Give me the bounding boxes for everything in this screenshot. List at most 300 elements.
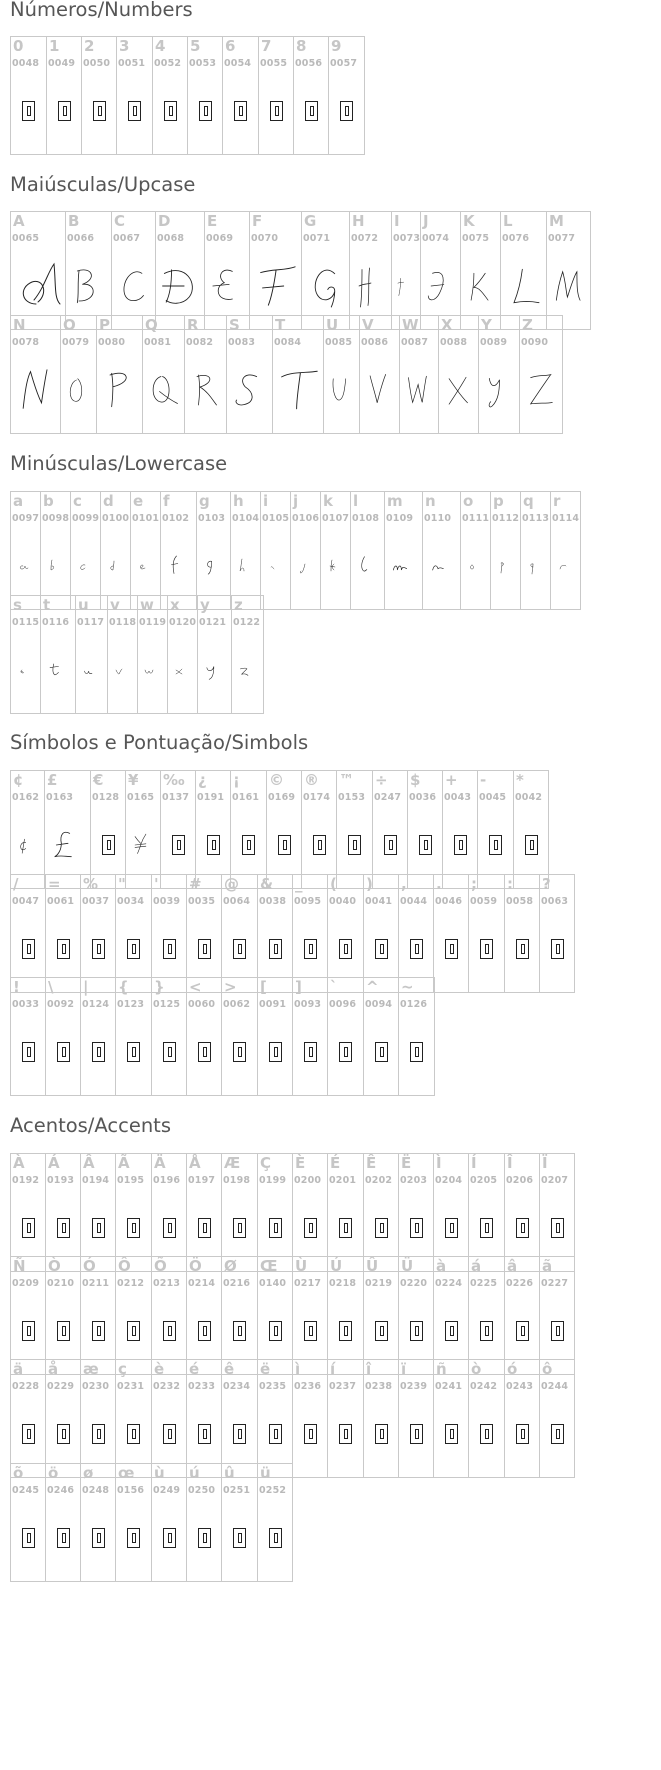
- glyph-code-label: 0042: [515, 792, 543, 803]
- glyph-preview: [399, 1030, 434, 1074]
- glyph-preview: [364, 1030, 398, 1074]
- glyph-code-label: 0210: [47, 1278, 75, 1289]
- glyph-cell-u0041: [364, 875, 399, 992]
- glyph-code-label: 0097: [12, 513, 40, 524]
- glyph-code-label: 0054: [224, 58, 252, 69]
- glyph-preview: [187, 927, 221, 971]
- glyph-code-label: 0094: [365, 999, 393, 1010]
- glyph-code-label: 0244: [541, 1381, 569, 1392]
- glyph-preview: [222, 927, 257, 971]
- script-glyph-icon: [14, 538, 38, 594]
- glyph-cell-u0201: [328, 1154, 364, 1271]
- glyph-cell-r: [551, 492, 581, 609]
- glyph-cell-k-upper: [461, 212, 501, 329]
- glyph-code-label: 0236: [294, 1381, 322, 1392]
- glyph-cell-u0237: [328, 1360, 364, 1477]
- script-glyph-icon: [111, 642, 135, 698]
- glyph-preview: [520, 368, 562, 412]
- glyph-char-label: %: [83, 875, 99, 893]
- glyph-cell-u0225: [469, 1257, 505, 1374]
- glyph-code-label: 0220: [400, 1278, 428, 1289]
- glyph-preview: [227, 368, 272, 412]
- glyph-cell-u0198: [222, 1154, 258, 1271]
- missing-glyph-icon: [233, 1321, 246, 1341]
- glyph-char-label: Û: [366, 1257, 379, 1275]
- glyph-code-label: 0233: [188, 1381, 216, 1392]
- missing-glyph-icon: [198, 1042, 211, 1062]
- glyph-cell-u0229: [46, 1360, 81, 1477]
- missing-glyph-icon: [172, 835, 185, 855]
- glyph-code-label: 0095: [294, 896, 322, 907]
- glyph-preview: [116, 1030, 151, 1074]
- glyph-preview: [152, 1412, 186, 1456]
- glyph-char-label: V: [362, 316, 374, 334]
- missing-glyph-icon: [198, 1218, 211, 1238]
- glyph-preview: [11, 648, 40, 692]
- glyph-code-label: 0051: [118, 58, 146, 69]
- missing-glyph-icon: [304, 1218, 317, 1238]
- missing-glyph-icon: [92, 939, 105, 959]
- glyph-char-label: ò: [471, 1360, 482, 1378]
- glyph-code-label: 0099: [72, 513, 100, 524]
- glyph-preview: [364, 1412, 398, 1456]
- glyph-char-label: x: [170, 596, 180, 614]
- glyph-char-label: W: [402, 316, 419, 334]
- missing-glyph-icon: [516, 1321, 529, 1341]
- glyph-cell-u0219: [364, 1257, 399, 1374]
- script-glyph-icon: [324, 538, 348, 594]
- glyph-preview: [250, 264, 301, 308]
- glyph-char-label: ï: [401, 1360, 407, 1378]
- glyph-char-label: Z: [522, 316, 533, 334]
- glyph-char-label: Œ: [260, 1257, 278, 1275]
- glyph-char-label: ì: [295, 1360, 301, 1378]
- glyph-cell-u0193: [46, 1154, 81, 1271]
- glyph-preview: [41, 544, 70, 588]
- glyph-row: [10, 977, 435, 1096]
- glyph-cell-l-upper: [501, 212, 547, 329]
- missing-glyph-icon: [269, 1042, 282, 1062]
- glyph-code-label: 0041: [365, 896, 393, 907]
- glyph-code-label: 0040: [329, 896, 357, 907]
- glyph-preview: [547, 264, 590, 308]
- missing-glyph-icon: [410, 1321, 423, 1341]
- glyph-preview: [328, 1412, 363, 1456]
- glyph-preview: [47, 89, 81, 133]
- script-glyph-icon: [14, 642, 38, 698]
- glyph-char-label: ú: [189, 1464, 200, 1482]
- glyph-cell-l: [351, 492, 385, 609]
- missing-glyph-icon: [304, 1424, 317, 1444]
- missing-glyph-icon: [551, 1218, 564, 1238]
- glyph-preview: [138, 648, 167, 692]
- script-glyph-icon: [104, 538, 128, 594]
- glyph-code-label: 0074: [422, 233, 450, 244]
- glyph-cell-u0200: [293, 1154, 328, 1271]
- glyph-preview: [11, 544, 40, 588]
- glyph-code-label: 0114: [552, 513, 580, 524]
- glyph-cell-p-upper: [97, 316, 143, 433]
- glyph-code-label: 0053: [189, 58, 217, 69]
- glyph-code-label: 0049: [48, 58, 76, 69]
- glyph-code-label: 0195: [117, 1175, 145, 1186]
- glyph-cell-b-upper: [66, 212, 112, 329]
- script-glyph-icon: [164, 538, 194, 594]
- glyph-char-label: f: [163, 492, 170, 510]
- glyph-char-label: ): [366, 875, 373, 893]
- glyph-char-label: S: [229, 316, 240, 334]
- missing-glyph-icon: [551, 939, 564, 959]
- glyph-code-label: 0108: [352, 513, 380, 524]
- glyph-cell-b: [41, 492, 71, 609]
- glyph-code-label: 0123: [117, 999, 145, 1010]
- glyph-char-label: ù: [154, 1464, 165, 1482]
- glyph-char-label: `: [330, 978, 338, 996]
- glyph-preview: [11, 1030, 45, 1074]
- glyph-cell-u0040: [328, 875, 364, 992]
- glyph-cell-e: [131, 492, 161, 609]
- glyph-code-label: 0214: [188, 1278, 216, 1289]
- missing-glyph-icon: [551, 1424, 564, 1444]
- glyph-char-label: Ì: [436, 1154, 442, 1172]
- missing-glyph-icon: [339, 1321, 352, 1341]
- glyph-code-label: 0058: [506, 896, 534, 907]
- glyph-preview: [328, 927, 363, 971]
- glyph-code-label: 0115: [12, 617, 40, 628]
- glyph-char-label: X: [441, 316, 453, 334]
- glyph-code-label: 0207: [541, 1175, 569, 1186]
- glyph-cell-u0123: [116, 978, 152, 1095]
- glyph-cell-f-upper: [250, 212, 302, 329]
- glyph-code-label: 0104: [232, 513, 260, 524]
- glyph-char-label: _: [295, 875, 303, 893]
- glyph-cell-u0128: [91, 771, 126, 888]
- glyph-char-label: ó: [507, 1360, 518, 1378]
- script-glyph-icon: [327, 362, 357, 418]
- glyph-char-label: â: [507, 1257, 518, 1275]
- glyph-cell-u0047: [11, 875, 46, 992]
- glyph-preview: [46, 927, 80, 971]
- section-title: Minúsculas/Lowercase: [10, 452, 228, 475]
- missing-glyph-icon: [375, 1321, 388, 1341]
- glyph-code-label: 0091: [259, 999, 287, 1010]
- glyph-char-label: (: [330, 875, 337, 893]
- glyph-code-label: 0033: [12, 999, 40, 1010]
- glyph-row: [10, 1359, 575, 1478]
- glyph-char-label: K: [463, 212, 475, 230]
- missing-glyph-icon: [163, 1042, 176, 1062]
- glyph-row: [10, 874, 575, 996]
- glyph-cell-t: [41, 596, 76, 713]
- glyph-char-label: Â: [83, 1154, 95, 1172]
- glyph-cell-u0226: [505, 1257, 540, 1374]
- glyph-char-label: t: [43, 596, 51, 614]
- glyph-cell-a-upper: [11, 212, 66, 329]
- glyph-cell-u0096: [328, 978, 364, 1095]
- script-glyph-icon: [146, 362, 182, 418]
- glyph-cell-u0033: [11, 978, 46, 1095]
- glyph-preview: [337, 823, 372, 867]
- glyph-preview: [81, 1412, 115, 1456]
- script-glyph-icon: [464, 538, 488, 594]
- glyph-code-label: 0228: [12, 1381, 40, 1392]
- glyph-preview: [187, 1309, 221, 1353]
- script-glyph-icon: [353, 258, 389, 314]
- glyph-cell-u-upper: [324, 316, 360, 433]
- glyph-preview: [261, 544, 290, 588]
- glyph-cell-u0095: [293, 875, 328, 992]
- glyph-cell-u0044: [399, 875, 434, 992]
- glyph-code-label: 0230: [82, 1381, 110, 1392]
- glyph-cell-u0195: [116, 1154, 152, 1271]
- glyph-char-label: #: [189, 875, 202, 893]
- script-glyph-icon: [14, 362, 58, 418]
- missing-glyph-icon: [269, 1528, 282, 1548]
- glyph-code-label: 0211: [82, 1278, 110, 1289]
- glyph-cell-e-upper: [205, 212, 250, 329]
- missing-glyph-icon: [92, 1218, 105, 1238]
- glyph-preview: [152, 1309, 186, 1353]
- glyph-char-label: B: [68, 212, 80, 230]
- script-glyph-icon: [64, 362, 94, 418]
- glyph-cell-f: [161, 492, 197, 609]
- glyph-char-label: 9: [331, 37, 342, 55]
- script-glyph-icon: [14, 817, 42, 873]
- glyph-preview: [81, 1516, 115, 1560]
- glyph-cell-u0092: [46, 978, 81, 1095]
- glyph-preview: [273, 368, 323, 412]
- missing-glyph-icon: [233, 1218, 246, 1238]
- script-glyph-icon: [134, 538, 158, 594]
- glyph-code-label: 0088: [440, 337, 468, 348]
- script-glyph-icon: [200, 538, 228, 594]
- script-glyph-icon: [504, 258, 544, 314]
- glyph-preview: [491, 544, 520, 588]
- glyph-char-label: T: [275, 316, 286, 334]
- glyph-cell-x-upper: [439, 316, 479, 433]
- glyph-code-label: 0073: [393, 233, 421, 244]
- glyph-preview: [101, 544, 130, 588]
- glyph-cell-1: [47, 37, 82, 154]
- glyph-char-label: J: [423, 212, 429, 230]
- glyph-preview: [540, 1309, 574, 1353]
- glyph-char-label: l: [353, 492, 359, 510]
- glyph-row: [10, 491, 581, 610]
- glyph-preview: [46, 1030, 80, 1074]
- glyph-char-label: y: [200, 596, 210, 614]
- script-glyph-icon: [44, 538, 68, 594]
- glyph-row: [10, 1463, 293, 1582]
- glyph-preview: [161, 823, 195, 867]
- glyph-cell-8: [294, 37, 329, 154]
- glyph-char-label: a: [13, 492, 24, 510]
- missing-glyph-icon: [270, 101, 283, 121]
- glyph-preview: [293, 1309, 327, 1353]
- glyph-cell-z-upper: [520, 316, 563, 433]
- glyph-preview: [222, 1206, 257, 1250]
- glyph-preview: [479, 368, 519, 412]
- glyph-char-label: Ù: [295, 1257, 308, 1275]
- glyph-preview: [188, 89, 222, 133]
- glyph-cell-u0202: [364, 1154, 399, 1271]
- glyph-cell-u0220: [399, 1257, 434, 1374]
- glyph-cell-u0045: [478, 771, 514, 888]
- glyph-preview: [97, 368, 142, 412]
- glyph-preview: [408, 823, 442, 867]
- script-glyph-icon: [424, 258, 458, 314]
- glyph-preview: [399, 1309, 433, 1353]
- missing-glyph-icon: [339, 1424, 352, 1444]
- glyph-cell-y-upper: [479, 316, 520, 433]
- glyph-code-label: 0197: [188, 1175, 216, 1186]
- glyph-cell-u0163: [45, 771, 91, 888]
- glyph-char-label: £: [47, 771, 58, 789]
- glyph-char-label: \: [48, 978, 54, 996]
- glyph-code-label: 0120: [169, 617, 197, 628]
- glyph-code-label: 0198: [223, 1175, 251, 1186]
- missing-glyph-icon: [516, 939, 529, 959]
- glyph-preview: [152, 1030, 186, 1074]
- glyph-code-label: 0216: [223, 1278, 251, 1289]
- glyph-code-label: 0239: [400, 1381, 428, 1392]
- glyph-preview: [521, 544, 550, 588]
- glyph-code-label: 0072: [351, 233, 379, 244]
- glyph-cell-a: [11, 492, 41, 609]
- glyph-preview: [187, 1030, 221, 1074]
- glyph-cell-u0037: [81, 875, 116, 992]
- glyph-code-label: 0225: [470, 1278, 498, 1289]
- glyph-code-label: 0069: [206, 233, 234, 244]
- glyph-cell-u0126: [399, 978, 435, 1095]
- glyph-row: [10, 315, 563, 434]
- glyph-char-label: Ô: [118, 1257, 131, 1275]
- glyph-preview: [196, 823, 230, 867]
- glyph-preview: [551, 544, 580, 588]
- missing-glyph-icon: [127, 1424, 140, 1444]
- glyph-preview: [66, 264, 111, 308]
- glyph-char-label: Q: [145, 316, 158, 334]
- glyph-code-label: 0048: [12, 58, 40, 69]
- glyph-preview: [399, 927, 433, 971]
- glyph-cell-d-upper: [156, 212, 205, 329]
- glyph-cell-q-upper: [143, 316, 185, 433]
- glyph-cell-u0217: [293, 1257, 328, 1374]
- glyph-char-label: ^: [366, 978, 379, 996]
- glyph-code-label: 0075: [462, 233, 490, 244]
- glyph-preview: [81, 1030, 115, 1074]
- glyph-preview: [126, 823, 160, 867]
- glyph-char-label: 3: [119, 37, 130, 55]
- missing-glyph-icon: [198, 1424, 211, 1444]
- glyph-code-label: 0056: [295, 58, 323, 69]
- missing-glyph-icon: [57, 939, 70, 959]
- glyph-char-label: &: [260, 875, 274, 893]
- script-glyph-icon: [141, 642, 165, 698]
- missing-glyph-icon: [198, 1528, 211, 1548]
- glyph-char-label: è: [154, 1360, 165, 1378]
- glyph-cell-u0252: [258, 1464, 293, 1581]
- glyph-cell-u0246: [46, 1464, 81, 1581]
- script-glyph-icon: [74, 538, 98, 594]
- glyph-row: [10, 1256, 575, 1378]
- glyph-code-label: 0126: [400, 999, 428, 1010]
- missing-glyph-icon: [339, 1218, 352, 1238]
- glyph-code-label: 0093: [294, 999, 322, 1010]
- glyph-code-label: 0209: [12, 1278, 40, 1289]
- glyph-char-label: q: [523, 492, 534, 510]
- glyph-preview: [117, 89, 152, 133]
- glyph-cell-u0232: [152, 1360, 187, 1477]
- glyph-cell-u0241: [434, 1360, 469, 1477]
- glyph-preview: [505, 1412, 539, 1456]
- missing-glyph-icon: [419, 835, 432, 855]
- missing-glyph-icon: [163, 1321, 176, 1341]
- glyph-preview: [222, 1412, 257, 1456]
- glyph-preview: [185, 368, 226, 412]
- glyph-char-label: m: [387, 492, 403, 510]
- glyph-char-label: ': [154, 875, 159, 893]
- glyph-cell-u0094: [364, 978, 399, 1095]
- glyph-char-label: ;: [471, 875, 477, 893]
- glyph-char-label: d: [103, 492, 114, 510]
- glyph-preview: [11, 1516, 45, 1560]
- glyph-code-label: 0252: [259, 1485, 287, 1496]
- glyph-code-label: 0098: [42, 513, 70, 524]
- glyph-cell-u0197: [187, 1154, 222, 1271]
- glyph-code-label: 0106: [292, 513, 320, 524]
- glyph-char-label: Å: [189, 1154, 201, 1172]
- glyph-preview: [291, 544, 320, 588]
- glyph-code-label: 0249: [153, 1485, 181, 1496]
- glyph-cell-u0227: [540, 1257, 575, 1374]
- glyph-preview: [223, 89, 258, 133]
- glyph-cell-u0238: [364, 1360, 399, 1477]
- glyph-char-label: ¡: [233, 771, 240, 789]
- glyph-char-label: á: [471, 1257, 482, 1275]
- glyph-cell-c: [71, 492, 101, 609]
- missing-glyph-icon: [384, 835, 397, 855]
- missing-glyph-icon: [233, 1424, 246, 1444]
- glyph-preview: [116, 1412, 151, 1456]
- glyph-preview: [540, 1206, 574, 1250]
- glyph-code-label: 0103: [198, 513, 226, 524]
- glyph-cell-g-upper: [302, 212, 350, 329]
- glyph-char-label: :: [507, 875, 513, 893]
- glyph-char-label: Ø: [224, 1257, 237, 1275]
- glyph-char-label: Ê: [366, 1154, 377, 1172]
- glyph-cell-w: [138, 596, 168, 713]
- glyph-char-label: ,: [401, 875, 407, 893]
- glyph-cell-s-upper: [227, 316, 273, 433]
- glyph-cell-u0216: [222, 1257, 258, 1374]
- missing-glyph-icon: [127, 1321, 140, 1341]
- glyph-preview: [81, 927, 115, 971]
- glyph-cell-u0124: [81, 978, 116, 1095]
- glyph-code-label: 0128: [92, 792, 120, 803]
- missing-glyph-icon: [163, 1424, 176, 1444]
- glyph-char-label: U: [326, 316, 339, 334]
- missing-glyph-icon: [92, 1042, 105, 1062]
- glyph-preview: [293, 1206, 327, 1250]
- script-glyph-icon: [115, 258, 153, 314]
- missing-glyph-icon: [163, 1528, 176, 1548]
- glyph-char-label: Ä: [154, 1154, 166, 1172]
- glyph-cell-x: [168, 596, 198, 713]
- script-glyph-icon: [201, 642, 229, 698]
- glyph-preview: [153, 89, 187, 133]
- glyph-char-label: F: [252, 212, 263, 230]
- glyph-cell-u0224: [434, 1257, 469, 1374]
